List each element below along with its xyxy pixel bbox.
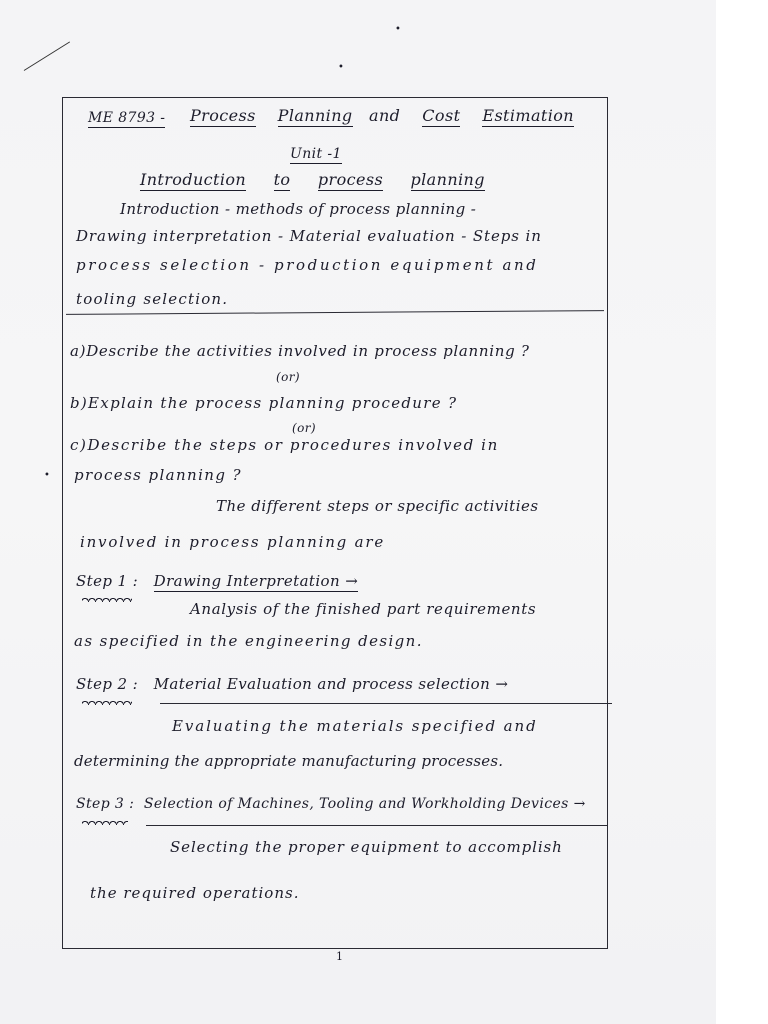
unit-text: Unit -1 [290, 146, 342, 162]
title-word-5: Estimation [482, 106, 574, 125]
course-code-text: ME 8793 - [88, 110, 166, 126]
step-1-title: Drawing Interpretation → [153, 572, 359, 590]
step-3-heading [76, 796, 586, 812]
step-1-heading [76, 572, 358, 590]
question-b: b)Explain the process planning procedure ? [70, 394, 458, 412]
page-number-mark: 1 [336, 950, 343, 963]
step-3-underline-squiggle [82, 819, 128, 825]
topic-word-1: Introduction [140, 170, 247, 189]
title-word-3: and [369, 106, 401, 125]
syllabus-line-1: Introduction - methods of process planning - [120, 200, 477, 218]
title-word-2: Planning [277, 106, 353, 125]
step-1-underline-squiggle [82, 596, 132, 602]
background-strip [716, 0, 768, 1024]
step-2-text-line-2: determining the appropriate manufacturing processes. [74, 752, 504, 770]
question-a: a)Describe the activities involved in process planning ? [70, 342, 530, 360]
topic-title [140, 170, 485, 189]
step-3-label: Step 3 : [76, 796, 135, 812]
title-word-4: Cost [422, 106, 461, 125]
step-2-underline-squiggle [82, 699, 132, 705]
middle-dot-mark: • [338, 62, 344, 73]
or-separator-1: (or) [276, 370, 300, 384]
syllabus-line-2: Drawing interpretation - Material evaluation - Steps in [76, 227, 542, 245]
topic-word-4: planning [410, 170, 485, 189]
question-c-line-1: c)Describe the steps or procedures involved in [70, 436, 499, 454]
syllabus-line-3: process selection - production equipment and [76, 256, 539, 274]
step-2-rule [160, 703, 612, 704]
syllabus-line-4: tooling selection. [76, 290, 229, 308]
answer-intro-line-2: involved in process planning are [80, 533, 386, 551]
top-dot-mark: • [395, 24, 401, 35]
topic-word-3: process [317, 170, 384, 189]
question-c-line-2: process planning ? [74, 466, 242, 484]
notes-frame [62, 97, 608, 949]
step-1-text-line-1: Analysis of the finished part requirements [190, 600, 537, 618]
step-2-heading [76, 675, 508, 693]
step-1-text-line-2: as specified in the engineering design. [74, 632, 423, 650]
step-2-title: Material Evaluation and process selection → [153, 675, 509, 693]
side-dot-mark: • [44, 470, 50, 481]
step-3-rule [146, 825, 608, 826]
topic-word-2: to [273, 170, 291, 189]
step-3-title: Selection of Machines, Tooling and Workholding Devices → [143, 796, 586, 812]
or-separator-2: (or) [292, 421, 316, 435]
title-word-1: Process [190, 106, 256, 125]
course-title [190, 106, 574, 125]
answer-intro-line-1: The different steps or specific activities [216, 497, 539, 515]
step-2-text-line-1: Evaluating the materials specified and [172, 717, 538, 735]
step-3-text-line-2: the required operations. [90, 884, 300, 902]
step-1-label: Step 1 : [76, 572, 139, 590]
step-3-text-line-1: Selecting the proper equipment to accomplish [170, 838, 563, 856]
step-2-label: Step 2 : [76, 675, 139, 693]
course-code [88, 110, 165, 126]
unit-label [290, 146, 342, 162]
